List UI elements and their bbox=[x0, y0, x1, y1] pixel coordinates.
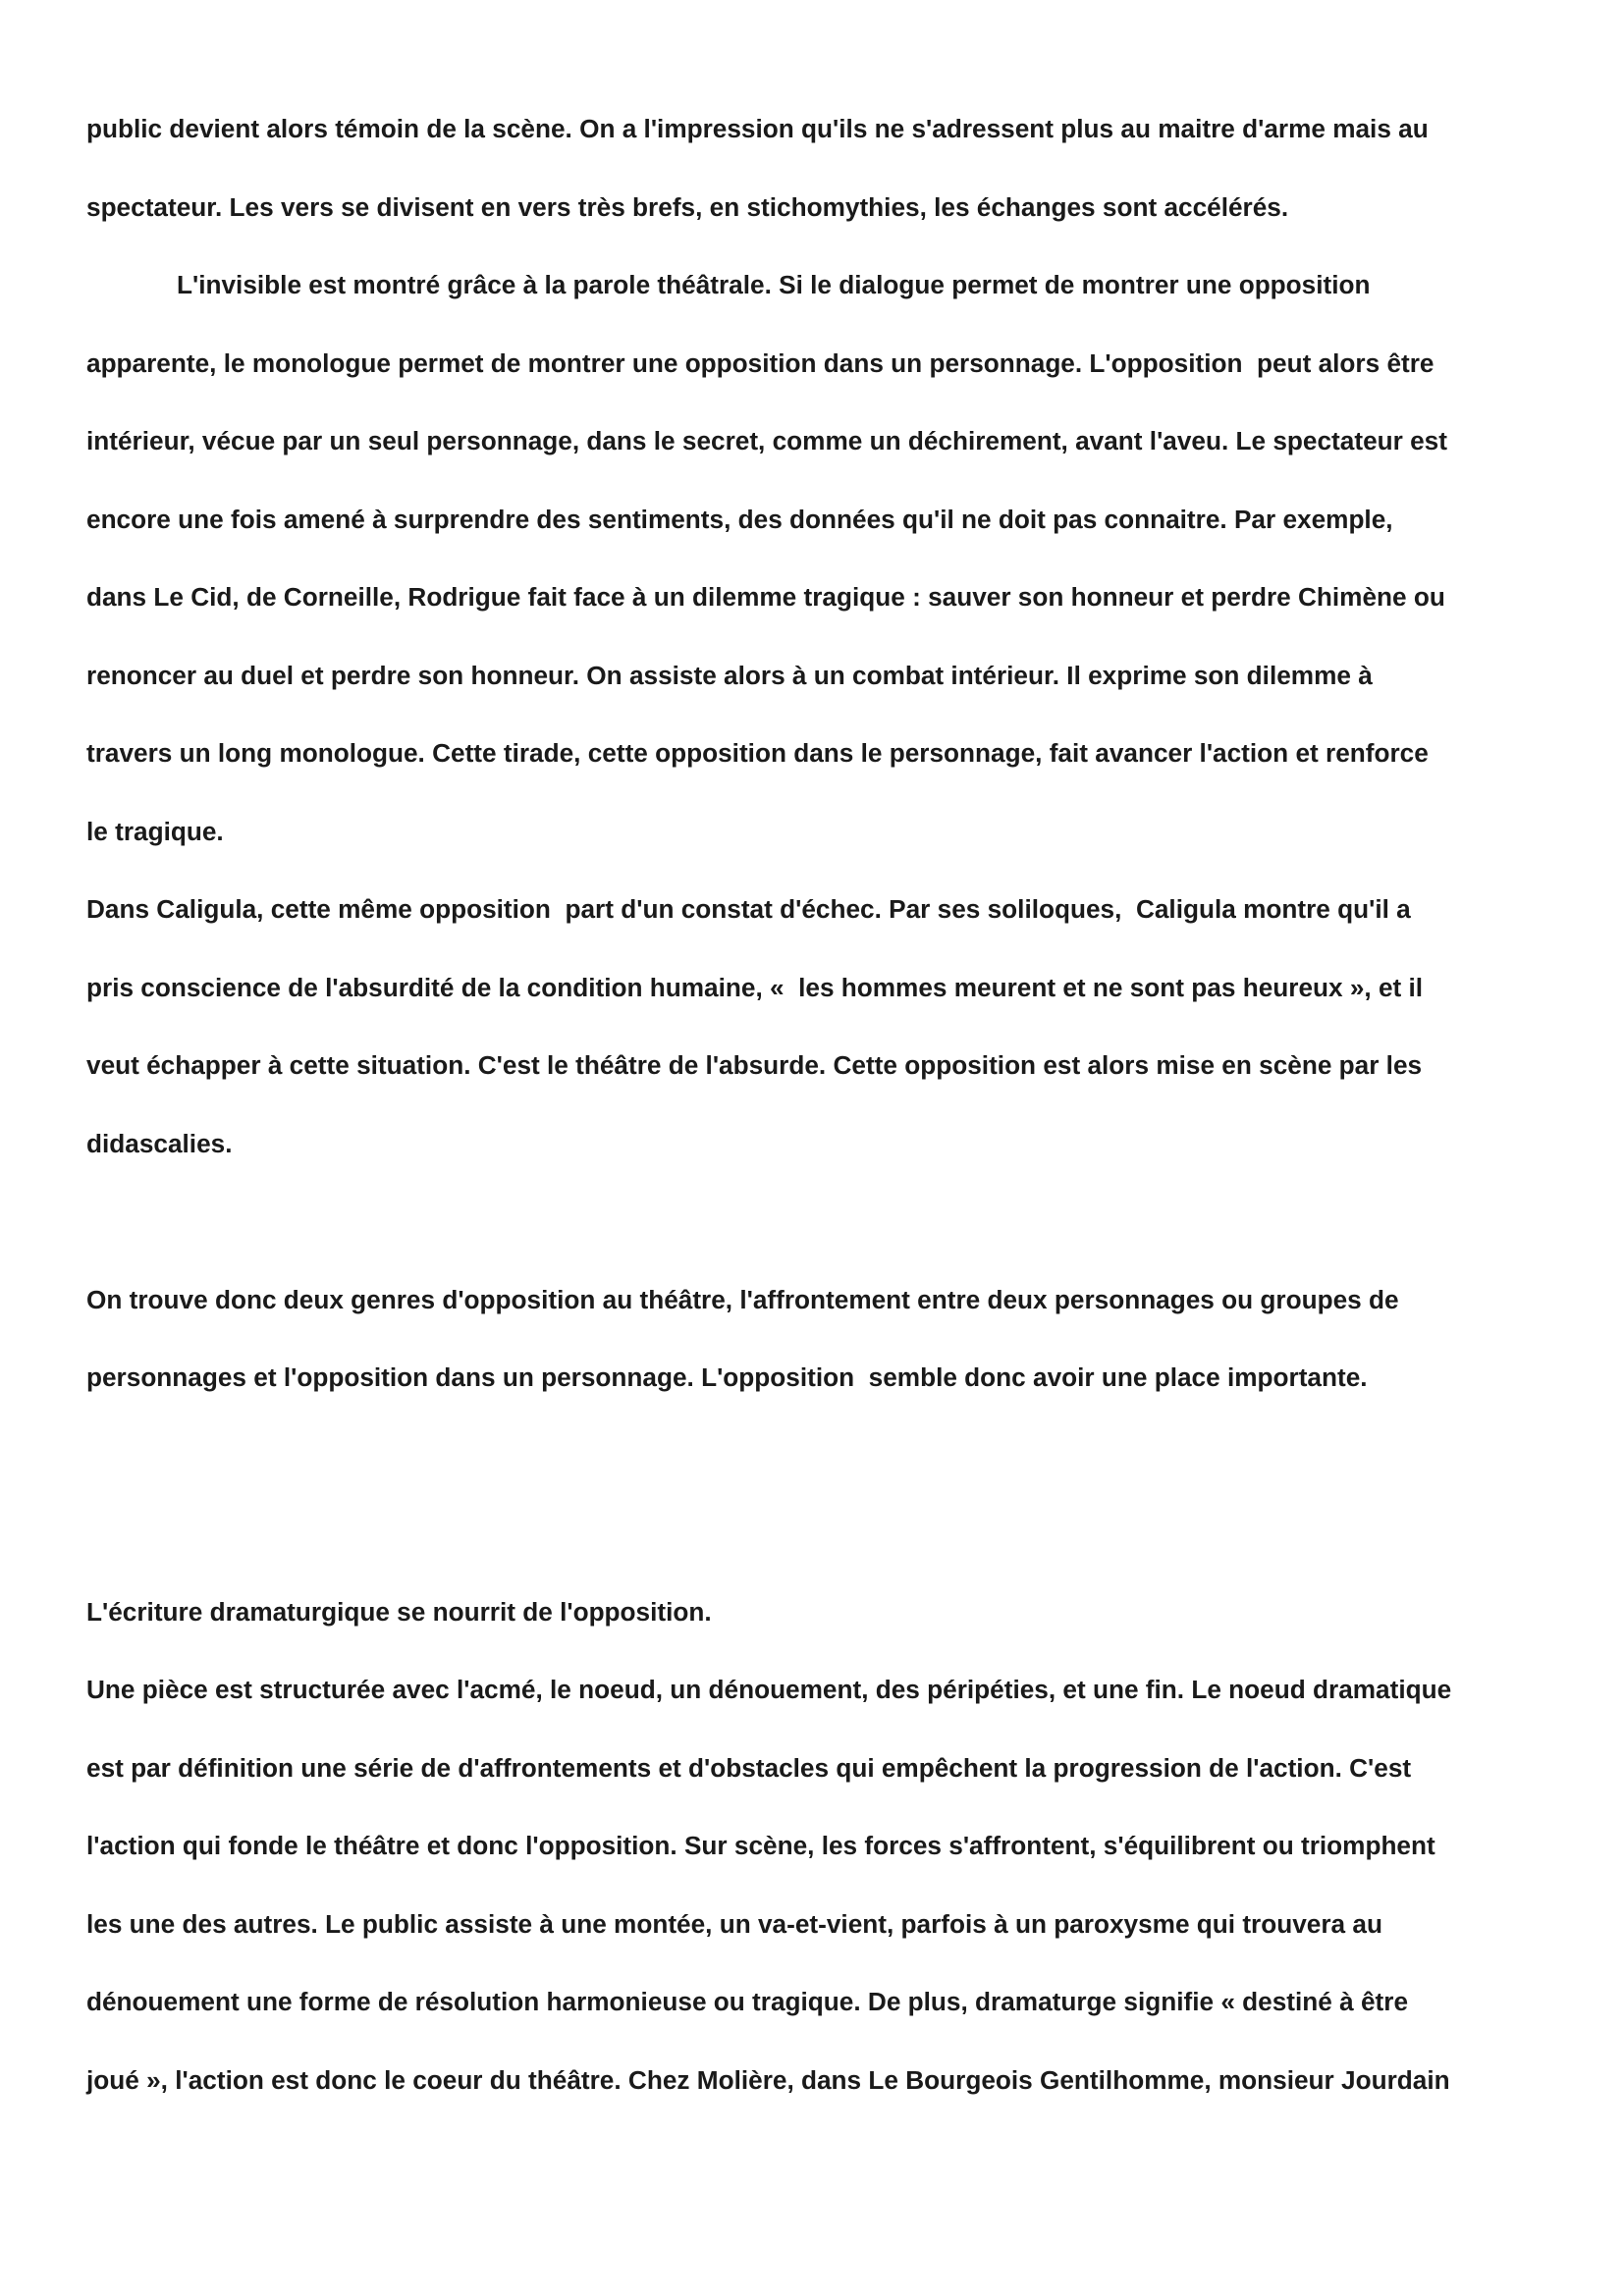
text-line: didascalies. bbox=[86, 1128, 233, 1158]
text-line: l'action qui fonde le théâtre et donc l'opposition. Sur scène, les forces s'affrontent, s'équilibrent ou triomphent bbox=[86, 1831, 1435, 1860]
paragraph-6 bbox=[86, 1651, 1559, 2119]
paragraph-4 bbox=[86, 1261, 1559, 1417]
text-line: L'écriture dramaturgique se nourrit de l'opposition. bbox=[86, 1596, 712, 1627]
text-line: dans Le Cid, de Corneille, Rodrigue fait face à un dilemme tragique : sauver son honneur et perdre Chimène ou bbox=[86, 582, 1445, 612]
text-line: On trouve donc deux genres d'opposition au théâtre, l'affrontement entre deux personnages ou groupes de bbox=[86, 1284, 1399, 1314]
text-line: personnages et l'opposition dans un personnage. L'opposition semble donc avoir une place importante. bbox=[86, 1362, 1368, 1392]
text-line: apparente, le monologue permet de montrer une opposition dans un personnage. L'opposition peut alors être bbox=[86, 347, 1435, 378]
text-line: renoncer au duel et perdre son honneur. On assiste alors à un combat intérieur. Il exprime son dilemme à bbox=[86, 660, 1373, 690]
text-line: le tragique. bbox=[86, 816, 224, 846]
text-line: encore une fois amené à surprendre des sentiments, des données qu'il ne doit pas connaitre. Par exemple, bbox=[86, 504, 1393, 534]
text-line: Une pièce est structurée avec l'acmé, le noeud, un dénouement, des péripéties, et une fin. Le noeud dramatique bbox=[86, 1675, 1452, 1704]
text-line: spectateur. Les vers se divisent en vers très brefs, en stichomythies, les échanges sont accélérés. bbox=[86, 191, 1289, 222]
text-line: est par définition une série de d'affrontements et d'obstacles qui empêchent la progression de l'action. C'est bbox=[86, 1752, 1412, 1783]
section-heading bbox=[86, 1574, 1559, 1652]
text-line: dénouement une forme de résolution harmonieuse ou tragique. De plus, dramaturge signifie « destiné à être bbox=[86, 1987, 1409, 2016]
text-line: L'invisible est montré grâce à la parole théâtrale. Si le dialogue permet de montrer une opposition bbox=[177, 270, 1371, 299]
text-line: pris conscience de l'absurdité de la condition humaine, « les hommes meurent et ne sont pas heureux », et il bbox=[86, 972, 1424, 1002]
text-line: Dans Caligula, cette même opposition part d'un constat d'échec. Par ses soliloques, Caligula montre qu'il a bbox=[86, 894, 1411, 924]
paragraph-3 bbox=[86, 871, 1559, 1183]
paragraph-2 bbox=[86, 246, 1559, 871]
paragraph-1 bbox=[86, 90, 1559, 246]
text-line: public devient alors témoin de la scène. On a l'impression qu'ils ne s'adressent plus au maitre d'arme mais au bbox=[86, 114, 1429, 143]
text-line: intérieur, vécue par un seul personnage, dans le secret, comme un déchirement, avant l'aveu. Le spectateur est bbox=[86, 426, 1447, 455]
text-line: les une des autres. Le public assiste à une montée, un va-et-vient, parfois à un paroxysme qui trouvera au bbox=[86, 1908, 1382, 1939]
text-line: travers un long monologue. Cette tirade, cette opposition dans le personnage, fait avancer l'action et renforce bbox=[86, 738, 1429, 768]
document-page bbox=[86, 90, 1559, 2119]
text-line: veut échapper à cette situation. C'est le théâtre de l'absurde. Cette opposition est alors mise en scène par les bbox=[86, 1050, 1423, 1080]
text-line: joué », l'action est donc le coeur du théâtre. Chez Molière, dans Le Bourgeois Gentilhomme, monsieur Jourdain bbox=[86, 2064, 1450, 2095]
